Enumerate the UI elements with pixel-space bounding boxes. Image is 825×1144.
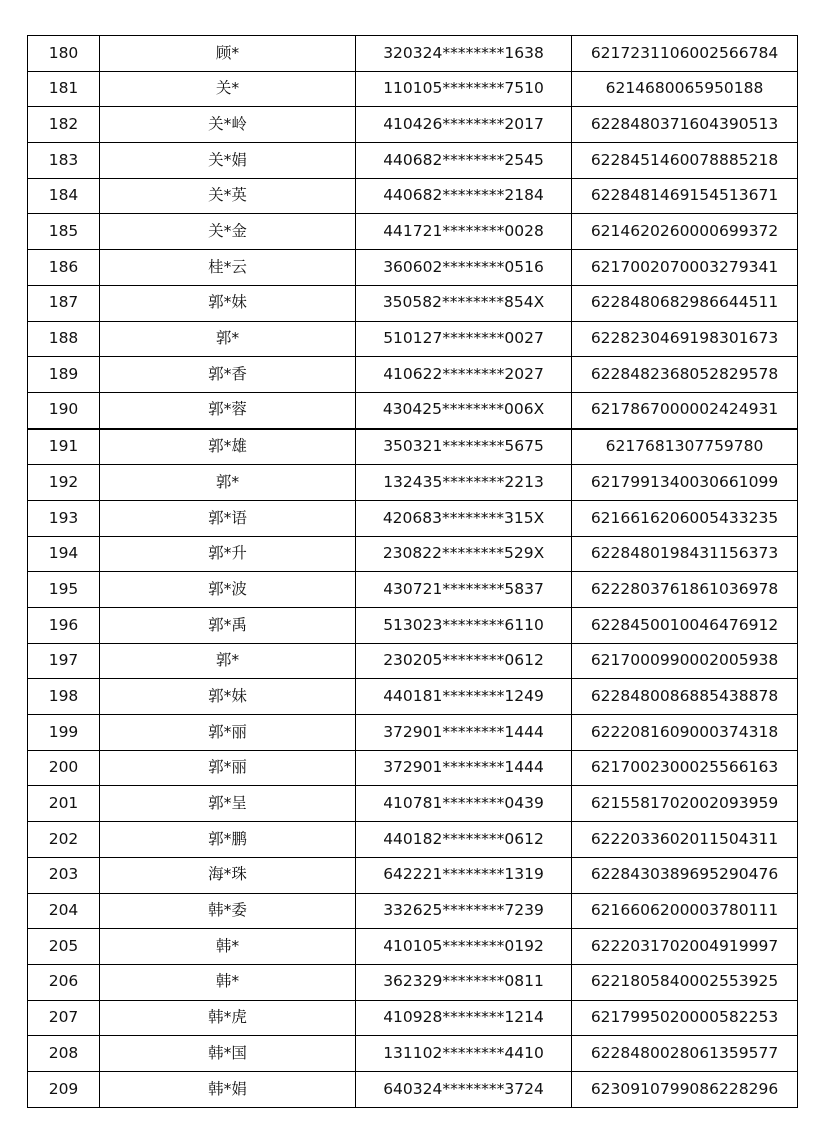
- card-number: 6214680065950188: [572, 71, 798, 107]
- row-number: 180: [28, 36, 100, 72]
- person-name: 韩*: [100, 929, 356, 965]
- person-name: 韩*国: [100, 1036, 356, 1072]
- card-number: 6228480028061359577: [572, 1036, 798, 1072]
- table-row: [28, 214, 798, 250]
- row-number: 188: [28, 321, 100, 357]
- table-row: [28, 536, 798, 572]
- table-row: [28, 429, 798, 465]
- table-row: [28, 392, 798, 428]
- person-name: 郭*鹏: [100, 822, 356, 858]
- row-number: 190: [28, 392, 100, 428]
- id-number: 362329********0811: [356, 964, 572, 1000]
- row-number: 207: [28, 1000, 100, 1036]
- card-number: 6222803761861036978: [572, 572, 798, 608]
- card-number: 6228450010046476912: [572, 608, 798, 644]
- card-number: 6228430389695290476: [572, 857, 798, 893]
- card-number: 6228480086885438878: [572, 679, 798, 715]
- table-row: [28, 1036, 798, 1072]
- card-number: 6228480682986644511: [572, 285, 798, 321]
- row-number: 186: [28, 250, 100, 286]
- card-number: 6222031702004919997: [572, 929, 798, 965]
- row-number: 191: [28, 429, 100, 465]
- card-number: 6222033602011504311: [572, 822, 798, 858]
- table-row: [28, 1000, 798, 1036]
- row-number: 192: [28, 465, 100, 501]
- card-number: 6217231106002566784: [572, 36, 798, 72]
- person-name: 郭*丽: [100, 715, 356, 751]
- card-number: 6217002300025566163: [572, 750, 798, 786]
- person-name: 郭*香: [100, 357, 356, 393]
- row-number: 185: [28, 214, 100, 250]
- card-number: 6216606200003780111: [572, 893, 798, 929]
- card-number: 6228480371604390513: [572, 107, 798, 143]
- table-row: [28, 643, 798, 679]
- row-number: 204: [28, 893, 100, 929]
- table-row: [28, 964, 798, 1000]
- table-row: [28, 679, 798, 715]
- id-number: 430721********5837: [356, 572, 572, 608]
- id-number: 410426********2017: [356, 107, 572, 143]
- card-number: 6228481469154513671: [572, 178, 798, 214]
- row-number: 203: [28, 857, 100, 893]
- id-number: 372901********1444: [356, 750, 572, 786]
- id-number: 510127********0027: [356, 321, 572, 357]
- record-table: [27, 35, 798, 1108]
- id-number: 410781********0439: [356, 786, 572, 822]
- row-number: 193: [28, 500, 100, 536]
- table-row: [28, 250, 798, 286]
- id-number: 230822********529X: [356, 536, 572, 572]
- row-number: 184: [28, 178, 100, 214]
- row-number: 197: [28, 643, 100, 679]
- person-name: 郭*呈: [100, 786, 356, 822]
- id-number: 110105********7510: [356, 71, 572, 107]
- row-number: 198: [28, 679, 100, 715]
- person-name: 郭*: [100, 321, 356, 357]
- person-name: 关*岭: [100, 107, 356, 143]
- row-number: 205: [28, 929, 100, 965]
- id-number: 320324********1638: [356, 36, 572, 72]
- row-number: 183: [28, 143, 100, 179]
- table-row: [28, 500, 798, 536]
- table-row: [28, 608, 798, 644]
- table-row: [28, 715, 798, 751]
- card-number: 6228451460078885218: [572, 143, 798, 179]
- card-number: 6230910799086228296: [572, 1071, 798, 1107]
- table-row: [28, 36, 798, 72]
- id-number: 513023********6110: [356, 608, 572, 644]
- card-number: 6217002070003279341: [572, 250, 798, 286]
- table-row: [28, 321, 798, 357]
- id-number: 350582********854X: [356, 285, 572, 321]
- table-row: [28, 357, 798, 393]
- record-table-container: [27, 35, 797, 1108]
- person-name: 郭*妹: [100, 285, 356, 321]
- card-number: 6228230469198301673: [572, 321, 798, 357]
- table-row: [28, 1071, 798, 1107]
- id-number: 132435********2213: [356, 465, 572, 501]
- row-number: 200: [28, 750, 100, 786]
- person-name: 郭*丽: [100, 750, 356, 786]
- id-number: 430425********006X: [356, 392, 572, 428]
- person-name: 韩*委: [100, 893, 356, 929]
- card-number: 6222081609000374318: [572, 715, 798, 751]
- id-number: 440682********2184: [356, 178, 572, 214]
- person-name: 关*金: [100, 214, 356, 250]
- id-number: 332625********7239: [356, 893, 572, 929]
- table-row: [28, 71, 798, 107]
- table-row: [28, 178, 798, 214]
- row-number: 202: [28, 822, 100, 858]
- person-name: 郭*蓉: [100, 392, 356, 428]
- row-number: 209: [28, 1071, 100, 1107]
- card-number: 6217995020000582253: [572, 1000, 798, 1036]
- card-number: 6214620260000699372: [572, 214, 798, 250]
- id-number: 360602********0516: [356, 250, 572, 286]
- table-row: [28, 465, 798, 501]
- row-number: 206: [28, 964, 100, 1000]
- row-number: 199: [28, 715, 100, 751]
- table-row: [28, 857, 798, 893]
- person-name: 郭*波: [100, 572, 356, 608]
- id-number: 440182********0612: [356, 822, 572, 858]
- table-row: [28, 786, 798, 822]
- table-row: [28, 143, 798, 179]
- person-name: 郭*禹: [100, 608, 356, 644]
- id-number: 410928********1214: [356, 1000, 572, 1036]
- id-number: 131102********4410: [356, 1036, 572, 1072]
- id-number: 420683********315X: [356, 500, 572, 536]
- person-name: 桂*云: [100, 250, 356, 286]
- person-name: 韩*娟: [100, 1071, 356, 1107]
- id-number: 440682********2545: [356, 143, 572, 179]
- id-number: 372901********1444: [356, 715, 572, 751]
- card-number: 6217681307759780: [572, 429, 798, 465]
- card-number: 6217991340030661099: [572, 465, 798, 501]
- person-name: 关*: [100, 71, 356, 107]
- row-number: 182: [28, 107, 100, 143]
- row-number: 196: [28, 608, 100, 644]
- card-number: 6228482368052829578: [572, 357, 798, 393]
- table-row: [28, 107, 798, 143]
- table-row: [28, 750, 798, 786]
- person-name: 郭*妹: [100, 679, 356, 715]
- id-number: 640324********3724: [356, 1071, 572, 1107]
- table-row: [28, 893, 798, 929]
- person-name: 顾*: [100, 36, 356, 72]
- person-name: 关*娟: [100, 143, 356, 179]
- table-row: [28, 929, 798, 965]
- row-number: 181: [28, 71, 100, 107]
- card-number: 6228480198431156373: [572, 536, 798, 572]
- row-number: 208: [28, 1036, 100, 1072]
- person-name: 韩*: [100, 964, 356, 1000]
- card-number: 6215581702002093959: [572, 786, 798, 822]
- id-number: 440181********1249: [356, 679, 572, 715]
- id-number: 410622********2027: [356, 357, 572, 393]
- row-number: 201: [28, 786, 100, 822]
- card-number: 6217000990002005938: [572, 643, 798, 679]
- person-name: 郭*升: [100, 536, 356, 572]
- person-name: 郭*: [100, 643, 356, 679]
- person-name: 关*英: [100, 178, 356, 214]
- table-row: [28, 822, 798, 858]
- person-name: 郭*雄: [100, 429, 356, 465]
- person-name: 郭*: [100, 465, 356, 501]
- record-table-body: [28, 36, 798, 1108]
- id-number: 441721********0028: [356, 214, 572, 250]
- id-number: 230205********0612: [356, 643, 572, 679]
- table-row: [28, 572, 798, 608]
- row-number: 187: [28, 285, 100, 321]
- person-name: 海*珠: [100, 857, 356, 893]
- row-number: 189: [28, 357, 100, 393]
- card-number: 6221805840002553925: [572, 964, 798, 1000]
- id-number: 642221********1319: [356, 857, 572, 893]
- id-number: 410105********0192: [356, 929, 572, 965]
- card-number: 6216616206005433235: [572, 500, 798, 536]
- row-number: 195: [28, 572, 100, 608]
- person-name: 郭*语: [100, 500, 356, 536]
- person-name: 韩*虎: [100, 1000, 356, 1036]
- card-number: 6217867000002424931: [572, 392, 798, 428]
- row-number: 194: [28, 536, 100, 572]
- id-number: 350321********5675: [356, 429, 572, 465]
- table-row: [28, 285, 798, 321]
